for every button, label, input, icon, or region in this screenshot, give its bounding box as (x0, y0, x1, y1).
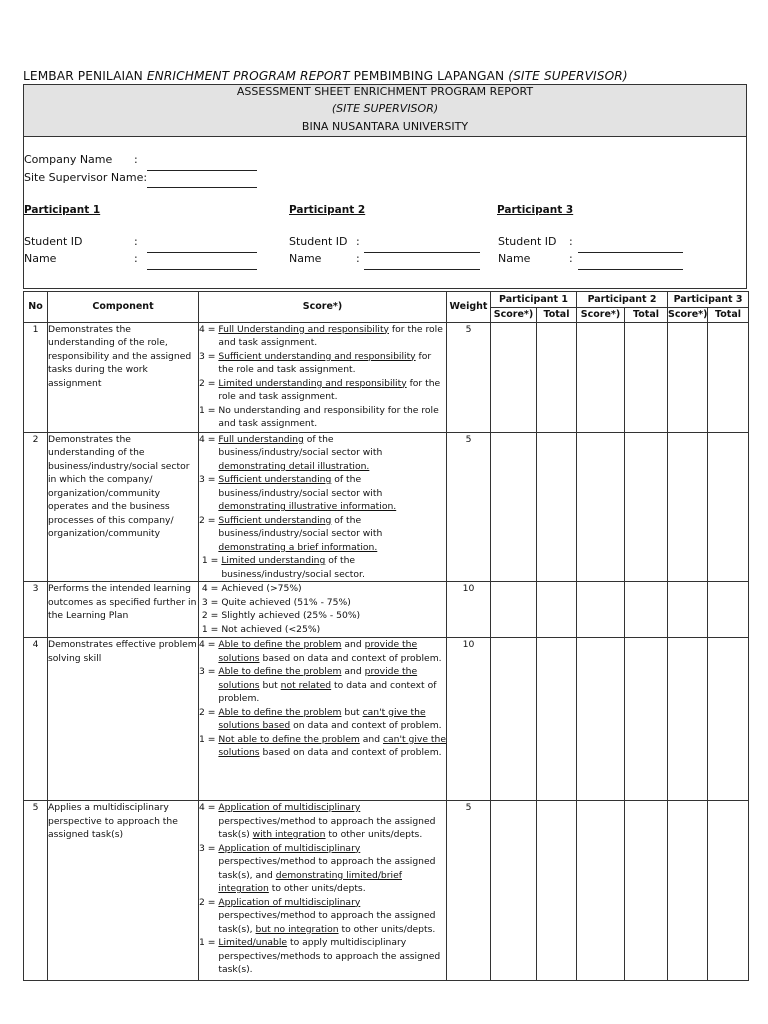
score-level (199, 473, 446, 514)
p3-score-cell[interactable] (668, 322, 708, 432)
underlined-criterion: demonstrating limited/brief integration (218, 869, 402, 894)
header-p2-score: Score*) (577, 308, 625, 323)
score-level-text (221, 609, 446, 623)
row-number: 4 (24, 638, 48, 801)
score-level (199, 842, 446, 896)
p1-total-cell[interactable] (537, 638, 577, 801)
score-level-text (218, 638, 446, 665)
score-level-text (218, 433, 446, 474)
p3-name-field[interactable] (578, 269, 683, 270)
score-level-key: 1 = (199, 937, 219, 948)
p1-score-cell[interactable] (491, 638, 537, 801)
score-level-key: 4 = (199, 433, 219, 445)
assessment-table (23, 291, 749, 981)
header-band (24, 85, 746, 137)
score-level-text (218, 323, 446, 350)
p3-score-cell[interactable] (668, 638, 708, 801)
score-level (199, 433, 446, 474)
weight-value: 10 (447, 638, 491, 801)
weight-value: 5 (447, 801, 491, 981)
document-title (23, 69, 628, 83)
criterion-text: for the role and task assignment. (218, 377, 441, 402)
company-name-label: Company Name (24, 153, 113, 166)
p2-name-label: Name (289, 252, 322, 265)
p1-score-cell[interactable] (491, 432, 537, 582)
p1-score-cell[interactable] (491, 801, 537, 981)
weight-value: 10 (447, 582, 491, 638)
header-weight: Weight (447, 292, 491, 323)
component-description: Demonstrates the understanding of the role, responsibility and the assigned tasks during the work assignment (48, 322, 199, 432)
underlined-criterion: Application of multidisciplinary (218, 896, 361, 908)
score-level-text (218, 514, 446, 555)
criterion-text: to apply multidisciplinary perspectives/methods to approach the assigned task(s). (218, 937, 441, 975)
p3-total-cell[interactable] (708, 432, 749, 582)
criterion-text: on data and context of problem. (290, 720, 442, 731)
p1-total-cell[interactable] (537, 322, 577, 432)
criterion-text: No understanding and responsibility for the role and task assignment. (218, 404, 439, 429)
p3-total-cell[interactable] (708, 582, 749, 638)
p2-total-cell[interactable] (625, 322, 668, 432)
header-no: No (24, 292, 48, 323)
row-number: 5 (24, 801, 48, 981)
underlined-criterion: Limited understanding and responsibility (218, 377, 407, 389)
score-level-key: 2 = (199, 706, 219, 718)
table-row (24, 801, 749, 981)
criterion-text: Achieved (>75%) (221, 583, 302, 594)
underlined-criterion: Application of multidisciplinary (218, 842, 361, 854)
score-criteria (199, 638, 447, 801)
score-level-text (218, 733, 446, 760)
table-row (24, 582, 749, 638)
underlined-criterion: Application of multidisciplinary (218, 802, 361, 813)
header-line-1: ASSESSMENT SHEET ENRICHMENT PROGRAM REPORT (236, 85, 534, 98)
header-component: Component (48, 292, 199, 323)
criterion-text: to other units/depts. (338, 923, 436, 935)
criterion-text: but (259, 679, 281, 691)
score-level-text (218, 404, 446, 431)
p2-score-cell[interactable] (577, 582, 625, 638)
score-level-text (221, 623, 446, 637)
p1-name-label: Name (24, 252, 57, 265)
score-criteria (199, 582, 447, 638)
header-p1-total: Total (537, 308, 577, 323)
score-level-key: 1 = (199, 555, 222, 566)
criterion-text: and (359, 733, 383, 745)
score-level-text (221, 554, 446, 581)
site-supervisor-label: Site Supervisor Name: (24, 171, 148, 184)
criterion-text: of the business/industry/social sector with (218, 514, 383, 539)
p1-student-id-colon: : (134, 235, 138, 248)
score-level-key: 3 = (199, 666, 219, 677)
criterion-text: based on data and context of problem. (259, 747, 442, 758)
score-level (199, 733, 446, 760)
score-level (199, 377, 446, 404)
criterion-text: for the role and task assignment. (218, 323, 443, 348)
score-level (199, 665, 446, 706)
p2-total-cell[interactable] (625, 582, 668, 638)
p1-student-id-label: Student ID (24, 235, 83, 248)
component-description: Demonstrates effective problem solving skill (48, 638, 199, 801)
p3-score-cell[interactable] (668, 432, 708, 582)
p1-total-cell[interactable] (537, 432, 577, 582)
score-level-key: 1 = (199, 733, 219, 745)
underlined-criterion: can't give the solutions (218, 733, 446, 758)
header-p1-score: Score*) (491, 308, 537, 323)
weight-value: 5 (447, 322, 491, 432)
p1-student-id-field[interactable] (147, 252, 257, 253)
header-p3-total: Total (708, 308, 749, 323)
score-level-text (218, 473, 446, 514)
score-criteria (199, 432, 447, 582)
criterion-text: of the business/industry/social sector. (221, 555, 365, 580)
p3-total-cell[interactable] (708, 322, 749, 432)
p1-total-cell[interactable] (537, 801, 577, 981)
underlined-criterion: Full Understanding and responsibility (218, 323, 389, 335)
score-level-key: 4 = (199, 639, 219, 650)
p2-score-cell[interactable] (577, 801, 625, 981)
score-level-key: 2 = (199, 377, 219, 389)
score-level-text (218, 350, 446, 377)
p2-student-id-field[interactable] (364, 252, 480, 253)
p2-score-cell[interactable] (577, 638, 625, 801)
header-score: Score*) (199, 292, 447, 323)
criterion-text: perspectives/method to approach the assigned task(s) (218, 815, 436, 840)
score-level (199, 801, 446, 842)
criterion-text: based on data and context of problem. (259, 652, 442, 664)
p2-name-colon: : (356, 252, 360, 265)
participant-3-heading: Participant 3 (497, 204, 574, 216)
underlined-criterion: demonstrating a brief information. (218, 541, 378, 553)
row-number: 3 (24, 582, 48, 638)
p3-student-id-colon: : (569, 235, 573, 248)
score-level (199, 514, 446, 555)
score-level-text (218, 706, 446, 733)
score-level-key: 2 = (199, 514, 219, 526)
criterion-text: for the role and task assignment. (218, 350, 432, 375)
score-level-text (218, 377, 446, 404)
score-level-text (218, 842, 446, 896)
table-row (24, 638, 749, 801)
criterion-text: to other units/depts. (325, 829, 423, 840)
header-participant-1: Participant 1 (491, 292, 577, 308)
site-supervisor-field[interactable] (147, 187, 257, 188)
underlined-criterion: demonstrating detail illustration. (218, 460, 370, 472)
criterion-text: Not achieved (<25%) (221, 623, 321, 635)
p2-total-cell[interactable] (625, 638, 668, 801)
score-level-key: 3 = (199, 596, 222, 608)
score-level-text (218, 896, 446, 937)
p2-score-cell[interactable] (577, 432, 625, 582)
criterion-text: and (341, 666, 365, 677)
p2-total-cell[interactable] (625, 801, 668, 981)
header-line-3: BINA NUSANTARA UNIVERSITY (301, 120, 469, 133)
criterion-text: perspectives/method to approach the assigned task(s), and (218, 856, 436, 881)
underlined-criterion: Full understanding (218, 433, 304, 445)
score-criteria (199, 322, 447, 432)
title-part-4: (SITE SUPERVISOR) (508, 69, 628, 83)
participant-1-heading: Participant 1 (24, 204, 101, 216)
score-level (199, 596, 446, 610)
p2-student-id-colon: : (356, 235, 360, 248)
underlined-criterion: provide the solutions (218, 666, 418, 691)
component-description: Performs the intended learning outcomes as specified further in the Learning Plan (48, 582, 199, 638)
underlined-criterion: with integration (252, 829, 326, 840)
p3-score-cell[interactable] (668, 582, 708, 638)
score-level-key: 3 = (199, 474, 219, 485)
score-level (199, 896, 446, 937)
underlined-criterion: Limited understanding (221, 555, 326, 566)
p2-total-cell[interactable] (625, 432, 668, 582)
header-p3-score: Score*) (668, 309, 708, 320)
p1-name-colon: : (134, 252, 138, 265)
score-level-key: 1 = (199, 404, 219, 416)
score-level-key: 4 = (199, 583, 222, 594)
criterion-text: to data and context of problem. (218, 679, 437, 704)
score-level (199, 609, 446, 623)
row-number: 2 (24, 432, 48, 582)
score-level-key: 4 = (199, 323, 219, 335)
score-level (199, 350, 446, 377)
score-level (199, 582, 446, 596)
header-participant-2: Participant 2 (577, 292, 668, 308)
criterion-text: Slightly achieved (25% - 50%) (221, 610, 361, 621)
underlined-criterion: Not able to define the problem (218, 733, 360, 745)
underlined-criterion: can't give the solutions based (218, 706, 426, 731)
p2-score-cell[interactable] (577, 322, 625, 432)
underlined-criterion: Able to define the problem (218, 706, 342, 718)
underlined-criterion: provide the solutions (218, 639, 418, 664)
score-level-key: 2 = (199, 610, 222, 621)
score-level-key: 1 = (199, 623, 222, 635)
score-level-text (218, 665, 446, 706)
component-description: Applies a multidisciplinary perspective to approach the assigned task(s) (48, 801, 199, 981)
underlined-criterion: but no integration (255, 923, 339, 935)
score-level (199, 323, 446, 350)
criterion-text: to other units/depts. (268, 883, 366, 894)
p1-name-field[interactable] (147, 269, 257, 270)
score-level (199, 638, 446, 665)
criterion-text: and (341, 639, 365, 650)
weight-value: 5 (447, 432, 491, 582)
score-level-text (218, 936, 446, 977)
score-level (199, 404, 446, 431)
underlined-criterion: Able to define the problem (218, 639, 342, 650)
p3-student-id-field[interactable] (578, 252, 683, 253)
title-part-3: PEMBIMBING LAPANGAN (349, 69, 509, 83)
participant-2-heading: Participant 2 (289, 204, 366, 216)
underlined-criterion: Sufficient understanding (218, 514, 332, 526)
underlined-criterion: Sufficient understanding (218, 474, 332, 485)
company-name-field[interactable] (147, 170, 257, 171)
score-level (199, 936, 446, 977)
p3-name-label: Name (498, 252, 531, 265)
criterion-text: of the business/industry/social sector with (218, 433, 383, 458)
title-part-1: LEMBAR PENILAIAN (23, 69, 147, 83)
score-level (199, 706, 446, 733)
row-number: 1 (24, 322, 48, 432)
header-p2-total: Total (625, 308, 668, 323)
p1-score-cell[interactable] (491, 582, 537, 638)
underlined-criterion: Limited/unable (218, 937, 288, 948)
p3-student-id-label: Student ID (498, 235, 557, 248)
p3-total-cell[interactable] (708, 638, 749, 801)
score-level-key: 3 = (199, 842, 219, 854)
score-level-text (221, 582, 446, 596)
table-row (24, 322, 749, 432)
header-participant-3: Participant 3 (668, 292, 749, 308)
component-description: Demonstrates the understanding of the business/industry/social sector in which the company/ organization/community operates and the business processes of this company/ organization/community (48, 432, 199, 582)
underlined-criterion: Sufficient understanding and responsibility (218, 350, 416, 362)
underlined-criterion: demonstrating illustrative information. (218, 501, 397, 512)
score-level (199, 554, 446, 581)
score-level (199, 623, 446, 637)
score-criteria (199, 801, 447, 981)
score-level-key: 4 = (199, 802, 219, 813)
score-level-key: 3 = (199, 350, 219, 362)
header-line-2: (SITE SUPERVISOR) (331, 102, 439, 115)
score-level-key: 2 = (199, 896, 219, 908)
p2-student-id-label: Student ID (289, 235, 348, 248)
criterion-text: Quite achieved (51% - 75%) (221, 596, 351, 608)
p2-name-field[interactable] (364, 269, 480, 270)
p1-total-cell[interactable] (537, 582, 577, 638)
p3-name-colon: : (569, 252, 573, 265)
p1-score-cell[interactable] (491, 322, 537, 432)
score-level-text (218, 801, 446, 842)
p3-score-cell[interactable] (668, 801, 708, 981)
underlined-criterion: not related (280, 679, 332, 691)
score-level-text (221, 596, 446, 610)
title-part-2: ENRICHMENT PROGRAM REPORT (146, 69, 350, 83)
criterion-text: of the business/industry/social sector with (218, 474, 383, 499)
criterion-text: perspectives/method to approach the assigned task(s), (218, 910, 436, 935)
table-row (24, 432, 749, 582)
criterion-text: but (341, 706, 363, 718)
p3-total-cell[interactable] (708, 801, 749, 981)
underlined-criterion: Able to define the problem (218, 666, 342, 677)
company-name-colon: : (134, 153, 138, 166)
